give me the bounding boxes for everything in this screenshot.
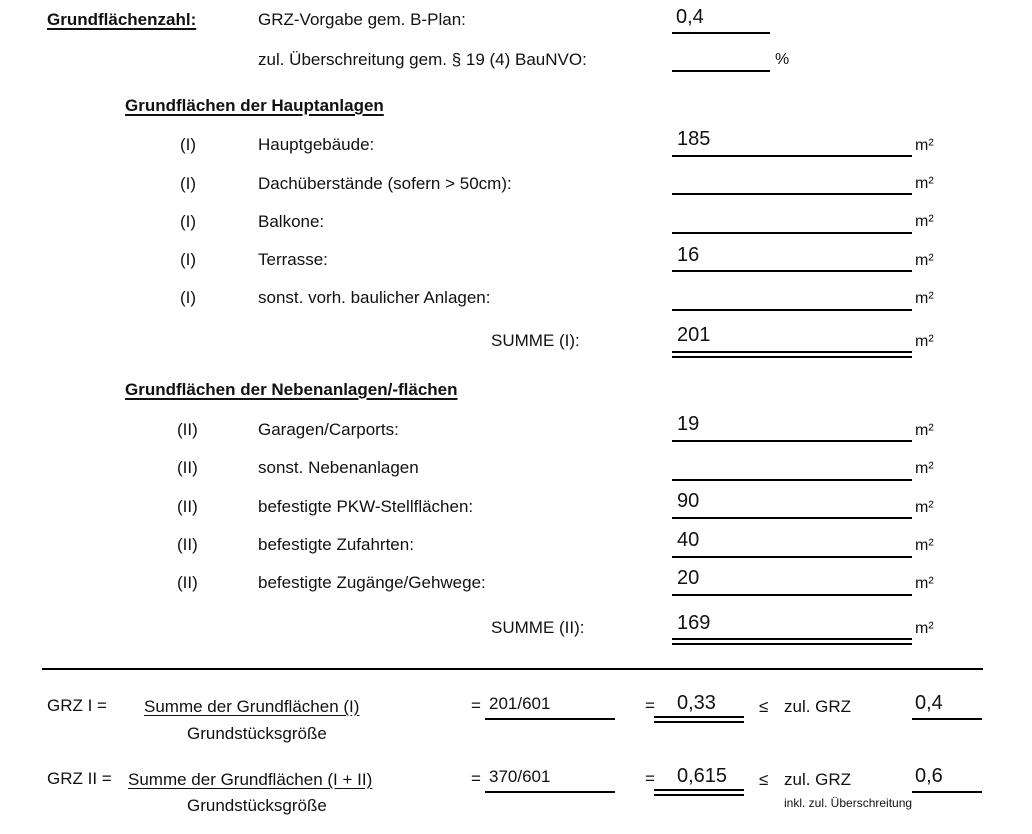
grz1-fraction: 201/601 [489, 694, 551, 713]
summe-ii-value: 169 [677, 612, 711, 634]
grz-vorgabe-label: GRZ-Vorgabe gem. B-Plan: [258, 10, 466, 29]
row-label: Garagen/Carports: [258, 420, 399, 439]
grz1-fraction-underline [485, 718, 615, 720]
grz1-result-double-underline [654, 716, 744, 723]
grz1-limit-value: 0,4 [915, 692, 943, 714]
summe-i-unit: m² [915, 333, 934, 350]
row-unit: m² [915, 460, 934, 477]
row-underline [672, 517, 912, 519]
row-value[interactable]: 19 [677, 413, 700, 435]
grz1-leq: ≤ [759, 697, 769, 716]
grz1-eq2: = [645, 696, 655, 715]
grz2-fraction-underline [485, 791, 615, 793]
row-code: (I) [180, 250, 197, 269]
row-value[interactable]: 185 [677, 128, 711, 150]
grz2-leq: ≤ [759, 770, 769, 789]
row-underline [672, 309, 912, 311]
grz1-limit-underline [912, 718, 982, 720]
row-unit: m² [915, 422, 934, 439]
row-value[interactable]: 90 [677, 490, 700, 512]
summe-ii-label: SUMME (II): [491, 618, 585, 637]
row-code: (II) [177, 573, 198, 592]
ueberschreitung-underline [672, 70, 770, 72]
row-underline [672, 193, 912, 195]
row-code: (I) [180, 288, 197, 307]
heading-hauptanlagen: Grundflächen der Hauptanlagen [125, 96, 384, 115]
grz2-result: 0,615 [677, 765, 728, 787]
row-unit: m² [915, 290, 934, 307]
row-underline [672, 594, 912, 596]
grz1-denominator: Grundstücksgröße [187, 724, 327, 743]
row-underline [672, 556, 912, 558]
grz1-lhs: GRZ I = [47, 696, 107, 715]
grz2-result-double-underline [654, 789, 744, 796]
row-label: befestigte Zufahrten: [258, 535, 414, 554]
grz2-limit-label: zul. GRZ [784, 770, 852, 789]
row-underline [672, 479, 912, 481]
summe-ii-unit: m² [915, 620, 934, 637]
grz1-result: 0,33 [677, 692, 716, 714]
grz1-numerator: Summe der Grundflächen (I) [144, 697, 360, 716]
grz2-limit-value: 0,6 [915, 765, 943, 787]
row-underline [672, 270, 912, 272]
summe-i-double-underline [672, 351, 912, 358]
row-label: sonst. Nebenanlagen [258, 458, 419, 477]
grz1-limit-label: zul. GRZ [784, 697, 852, 716]
row-value[interactable]: 40 [677, 529, 700, 551]
row-code: (II) [177, 535, 198, 554]
row-underline [672, 155, 912, 157]
row-label: Hauptgebäude: [258, 135, 375, 154]
row-label: sonst. vorh. baulicher Anlagen: [258, 288, 491, 307]
grz2-limit-note: inkl. zul. Überschreitung [784, 796, 913, 810]
summe-i-label: SUMME (I): [491, 331, 580, 350]
row-unit: m² [915, 252, 934, 269]
grz2-limit-underline [912, 791, 982, 793]
grz2-fraction: 370/601 [489, 767, 551, 786]
percent-unit: % [775, 51, 790, 68]
row-label: befestigte PKW-Stellflächen: [258, 497, 474, 516]
grz2-numerator: Summe der Grundflächen (I + II) [128, 770, 373, 789]
row-code: (II) [177, 497, 198, 516]
grz2-eq2: = [645, 769, 655, 788]
row-unit: m² [915, 499, 934, 516]
heading-nebenanlagen: Grundflächen der Nebenanlagen/-flächen [125, 380, 458, 399]
row-unit: m² [915, 537, 934, 554]
row-value[interactable]: 16 [677, 244, 700, 266]
grz2-eq1: = [471, 769, 481, 788]
grz2-denominator: Grundstücksgröße [187, 796, 327, 815]
grz1-eq1: = [471, 696, 481, 715]
summe-ii-double-underline [672, 638, 912, 645]
summe-i-value: 201 [677, 324, 711, 346]
grz-vorgabe-underline [672, 32, 770, 34]
grz2-lhs: GRZ II = [47, 769, 112, 788]
row-code: (II) [177, 420, 198, 439]
row-unit: m² [915, 575, 934, 592]
row-unit: m² [915, 175, 934, 192]
row-label: Balkone: [258, 212, 325, 231]
row-label: Terrasse: [258, 250, 328, 269]
row-code: (II) [177, 458, 198, 477]
row-underline [672, 440, 912, 442]
row-code: (I) [180, 135, 197, 154]
row-label: Dachüberstände (sofern > 50cm): [258, 174, 512, 193]
section-divider [42, 668, 983, 670]
row-unit: m² [915, 137, 934, 154]
row-code: (I) [180, 212, 197, 231]
row-underline [672, 232, 912, 234]
grz-vorgabe-value[interactable]: 0,4 [676, 6, 704, 28]
row-unit: m² [915, 213, 934, 230]
section-title-grundflaechenzahl: Grundflächenzahl: [47, 10, 197, 29]
ueberschreitung-label: zul. Überschreitung gem. § 19 (4) BauNVO: [258, 50, 587, 69]
row-value[interactable]: 20 [677, 567, 700, 589]
row-label: befestigte Zugänge/Gehwege: [258, 573, 486, 592]
row-code: (I) [180, 174, 197, 193]
